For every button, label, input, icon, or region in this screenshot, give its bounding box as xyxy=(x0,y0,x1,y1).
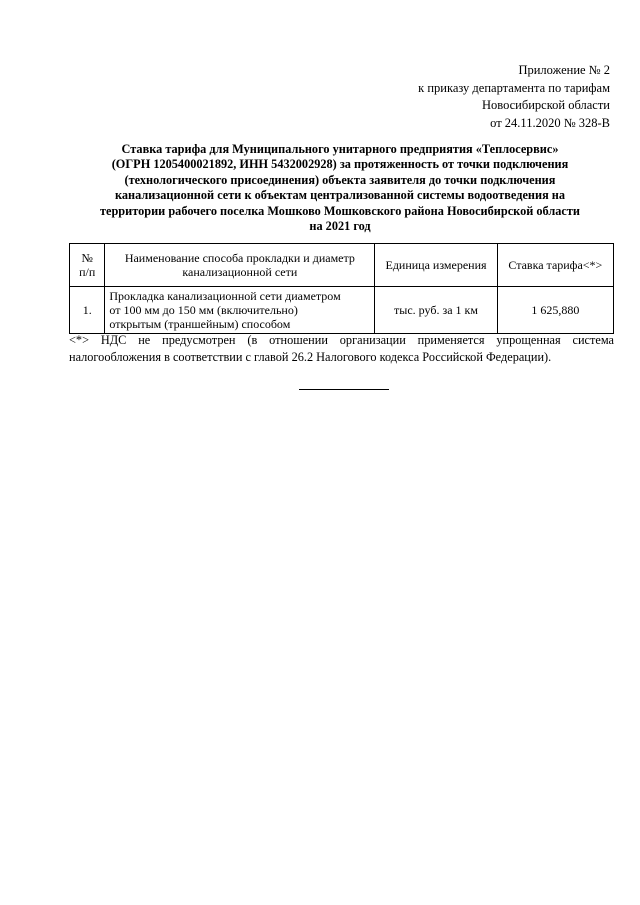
footnote-line: <*> НДС не предусмотрен (в отношении организации применяется упрощенная система xyxy=(69,333,614,347)
appendix-date-number: от 24.11.2020 № 328-В xyxy=(490,115,610,130)
title-line: канализационной сети к объектам централизованной системы водоотведения на xyxy=(114,188,566,203)
appendix-number: Приложение № 2 xyxy=(518,63,610,77)
cell-unit: тыс. руб. за 1 км xyxy=(375,287,497,334)
header-unit: Единица измерения xyxy=(375,244,497,287)
header-name xyxy=(105,244,375,287)
table-header-row xyxy=(70,244,614,287)
table-row xyxy=(70,287,614,334)
header-num xyxy=(70,244,105,287)
footnote xyxy=(69,332,614,366)
document-title xyxy=(70,142,610,234)
title-line: (ОГРН 1205400021892, ИНН 5432002928) за протяженность от точки подключения xyxy=(111,157,569,172)
cell-name-line: Прокладка канализационной сети диаметром xyxy=(109,289,341,303)
header-num-line: п/п xyxy=(79,265,96,279)
title-line: Ставка тарифа для Муниципального унитарного предприятия «Теплосервис» xyxy=(121,142,559,156)
cell-num: 1. xyxy=(70,287,105,334)
title-line: (технологического присоединения) объекта заявителя до точки подключения xyxy=(124,172,556,187)
header-rate: Ставка тарифа<*> xyxy=(497,244,613,287)
cell-rate: 1 625,880 xyxy=(497,287,613,334)
header-num-line: № xyxy=(81,251,93,265)
appendix-header xyxy=(418,62,610,132)
appendix-region: Новосибирской области xyxy=(481,98,610,112)
cell-name-line: открытым (траншейным) способом xyxy=(109,317,291,331)
end-divider xyxy=(299,389,389,390)
header-name-line: Наименование способа прокладки и диаметр xyxy=(124,251,355,265)
tariff-table xyxy=(69,243,614,334)
cell-name-line: от 100 мм до 150 мм (включительно) xyxy=(109,303,298,317)
header-name-line: канализационной сети xyxy=(182,265,298,279)
title-line: территории рабочего поселка Мошково Мошковского района Новосибирской области xyxy=(99,203,581,218)
cell-name xyxy=(105,287,375,334)
footnote-line: налогообложения в соответствии с главой 26.2 Налогового кодекса Российской Федерации). xyxy=(69,350,552,364)
title-line: на 2021 год xyxy=(309,219,371,234)
appendix-order-ref: к приказу департамента по тарифам xyxy=(418,80,610,95)
